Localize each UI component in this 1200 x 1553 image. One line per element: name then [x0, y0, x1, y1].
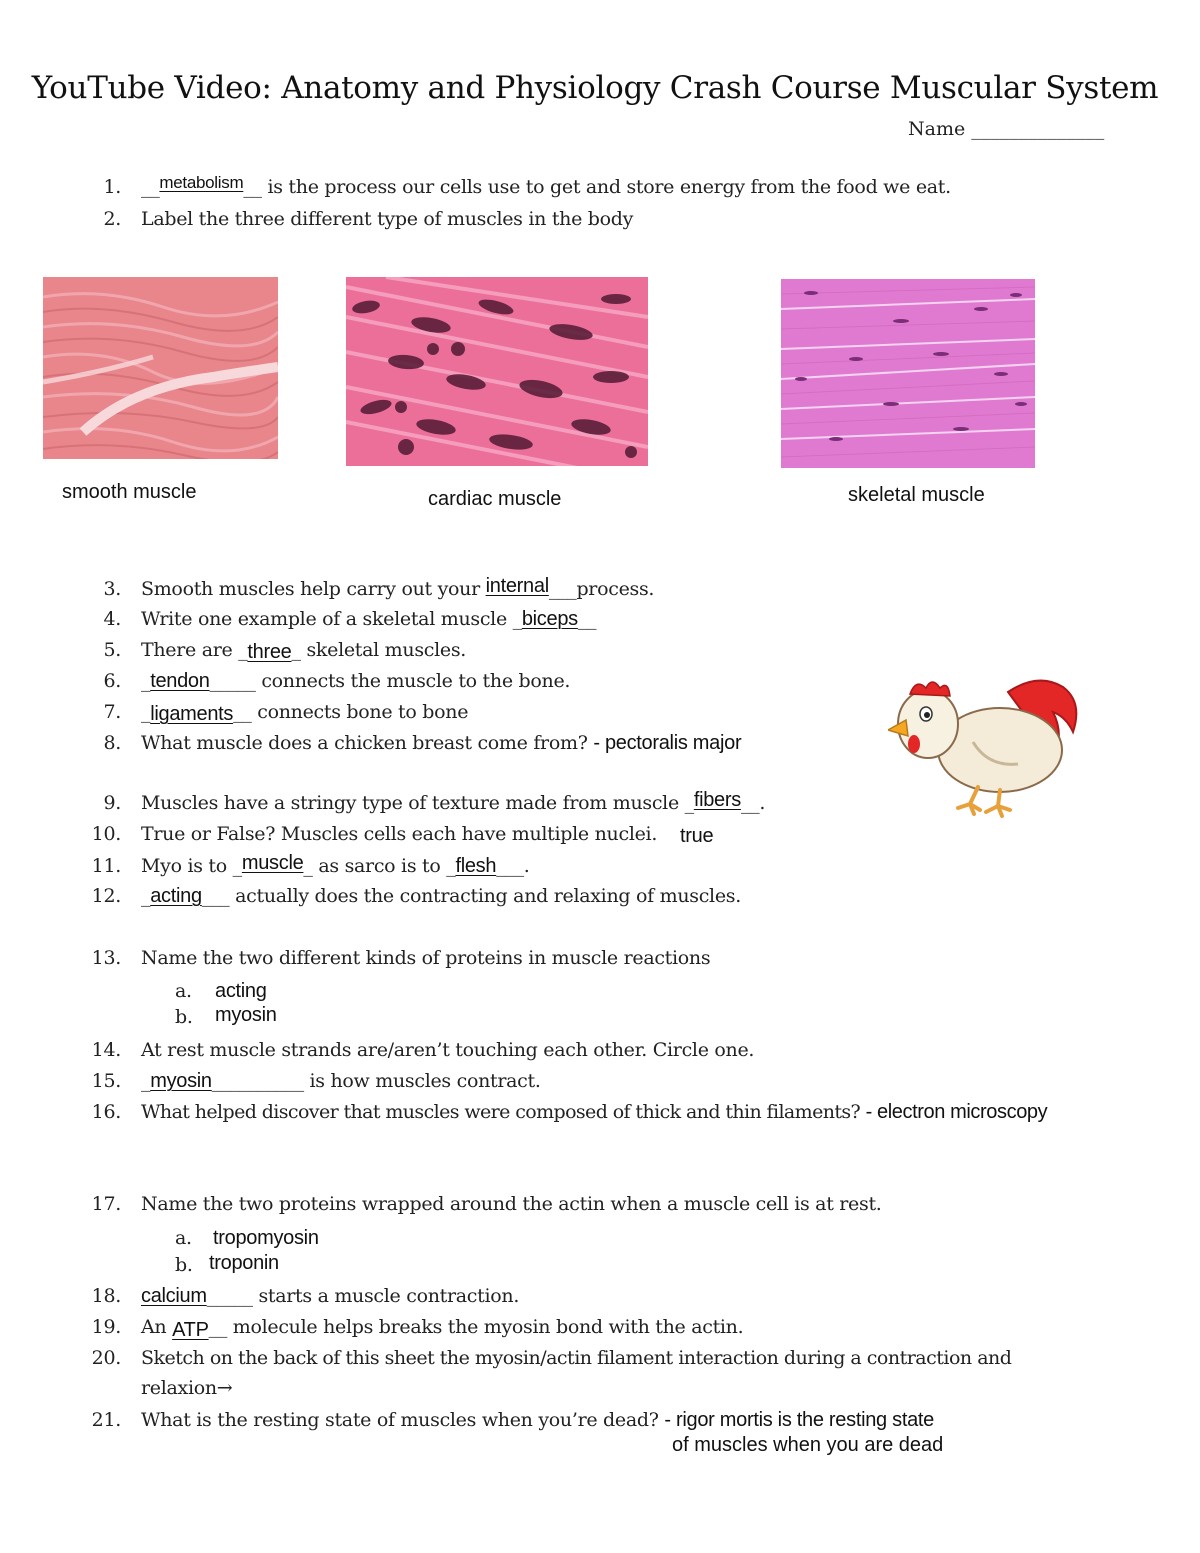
question-number: 11.	[91, 855, 121, 877]
question-number: 17.	[91, 1193, 121, 1215]
question-number: 7.	[103, 701, 121, 723]
answer-muscle[interactable]: muscle	[241, 852, 304, 874]
question-17	[0, 1193, 1000, 1221]
question-text: Myo is to _muscle_ as sarco is to _flesh___.	[141, 852, 530, 877]
answer-rigor-mortis-continued[interactable]: of muscles when you are dead	[672, 1434, 944, 1456]
question-text: Name the two proteins wrapped around the actin when a muscle cell is at rest.	[141, 1193, 882, 1215]
q17-item-b	[175, 1252, 279, 1276]
question-8	[0, 732, 900, 760]
question-11	[0, 852, 900, 883]
q13-item-b	[175, 1004, 277, 1028]
answer-acting-a[interactable]: acting	[215, 980, 267, 1002]
question-number: 15.	[91, 1070, 121, 1092]
question-1	[0, 173, 1200, 204]
question-number: 18.	[91, 1285, 121, 1307]
question-text: True or False? Muscles cells each have multiple nuclei.	[141, 823, 658, 845]
q17-item-a	[175, 1227, 319, 1249]
question-number: 16.	[91, 1101, 121, 1123]
q13-item-a	[175, 980, 267, 1002]
question-5	[0, 639, 900, 667]
question-21	[0, 1409, 1200, 1437]
question-9	[0, 789, 900, 820]
question-text: Write one example of a skeletal muscle _biceps__	[141, 608, 597, 630]
answer-calcium[interactable]: calcium	[141, 1285, 207, 1307]
caption-cardiac-muscle: cardiac muscle	[428, 488, 562, 510]
question-text: calcium_____ starts a muscle contraction.	[141, 1285, 520, 1307]
cardiac-muscle-image	[346, 277, 648, 466]
question-number: 4.	[103, 608, 121, 630]
question-number: 3.	[103, 578, 121, 600]
question-text: An ATP__ molecule helps breaks the myosin bond with the actin.	[141, 1316, 744, 1341]
answer-myosin-b[interactable]: myosin	[215, 1004, 277, 1026]
question-2	[0, 208, 1200, 236]
smooth-muscle-image	[43, 277, 278, 459]
question-text: _ligaments__ connects bone to bone	[141, 701, 469, 725]
question-20	[0, 1347, 1200, 1375]
answer-ligaments[interactable]: ligaments	[150, 703, 234, 725]
question-15	[0, 1070, 900, 1098]
question-text: _myosin__________ is how muscles contract.	[141, 1070, 541, 1092]
question-number: 6.	[103, 670, 121, 692]
question-3	[0, 575, 900, 606]
caption-skeletal-muscle: skeletal muscle	[848, 484, 985, 506]
question-4	[0, 608, 900, 636]
question-text: _acting___ actually does the contracting and relaxing of muscles.	[141, 885, 741, 907]
answer-acting[interactable]: acting	[150, 885, 202, 907]
answer-rigor-mortis[interactable]: - rigor mortis is the resting state	[664, 1409, 934, 1431]
question-text: What muscle does a chicken breast come from? - pectoralis major	[141, 732, 742, 754]
question-number: 12.	[91, 885, 121, 907]
page-title: YouTube Video: Anatomy and Physiology Crash Course Muscular System	[31, 70, 1159, 106]
answer-troponin[interactable]: troponin	[209, 1252, 279, 1274]
question-text: _tendon_____ connects the muscle to the bone.	[141, 670, 571, 692]
question-number: 8.	[103, 732, 121, 754]
chicken-illustration	[888, 672, 1083, 820]
question-14	[0, 1039, 900, 1067]
question-18	[0, 1285, 900, 1313]
item-label: b.	[175, 1006, 193, 1028]
question-number: 9.	[103, 792, 121, 814]
answer-internal[interactable]: internal	[485, 575, 549, 597]
question-number: 2.	[103, 208, 121, 230]
question-text: What is the resting state of muscles when you’re dead? - rigor mortis is the resting state	[141, 1409, 934, 1431]
question-20-continued: relaxion→	[141, 1377, 233, 1399]
item-label: a.	[175, 1227, 192, 1249]
question-number: 5.	[103, 639, 121, 661]
question-19	[0, 1316, 900, 1344]
question-text: Smooth muscles help carry out your internal___process.	[141, 575, 655, 600]
caption-smooth-muscle: smooth muscle	[62, 481, 197, 503]
question-text: Muscles have a stringy type of texture made from muscle _fibers__.	[141, 789, 766, 814]
name-field[interactable]: Name ______________	[908, 118, 1105, 140]
question-number: 20.	[91, 1347, 121, 1369]
question-6	[0, 670, 900, 698]
answer-three[interactable]: three	[247, 641, 292, 663]
answer-fibers[interactable]: fibers	[693, 789, 741, 811]
question-16	[0, 1101, 1200, 1129]
answer-tendon[interactable]: tendon	[150, 670, 210, 692]
item-label: b.	[175, 1254, 193, 1276]
answer-metabolism[interactable]: metabolism	[159, 173, 244, 192]
question-12	[0, 885, 900, 913]
question-text: __metabolism__ is the process our cells use to get and store energy from the food we eat.	[141, 173, 951, 198]
question-number: 10.	[91, 823, 121, 845]
answer-biceps[interactable]: biceps	[521, 608, 578, 630]
question-text: Label the three different type of muscles in the body	[141, 208, 634, 230]
question-number: 14.	[91, 1039, 121, 1061]
question-number: 21.	[91, 1409, 121, 1431]
answer-atp[interactable]: ATP	[172, 1319, 209, 1341]
answer-true[interactable]: true	[680, 825, 714, 847]
question-text: What helped discover that muscles were composed of thick and thin filaments? - electron microscopy	[141, 1101, 1048, 1123]
question-10	[0, 823, 900, 851]
question-number: 19.	[91, 1316, 121, 1338]
answer-tropomyosin[interactable]: tropomyosin	[213, 1227, 319, 1249]
skeletal-muscle-image	[781, 279, 1035, 468]
question-13	[0, 947, 900, 975]
question-7	[0, 701, 900, 729]
question-text: Sketch on the back of this sheet the myosin/actin filament interaction during a contraction and	[141, 1347, 1012, 1369]
question-text: There are _three_ skeletal muscles.	[141, 639, 467, 663]
question-text: Name the two different kinds of proteins in muscle reactions	[141, 947, 711, 969]
answer-pectoralis-major[interactable]: - pectoralis major	[593, 732, 742, 754]
question-number: 1.	[103, 176, 121, 198]
item-label: a.	[175, 980, 192, 1002]
question-number: 13.	[91, 947, 121, 969]
answer-flesh[interactable]: flesh	[455, 855, 497, 877]
question-text: At rest muscle strands are/aren’t touching each other. Circle one.	[141, 1039, 755, 1061]
answer-electron-microscopy[interactable]: - electron microscopy	[865, 1101, 1048, 1123]
answer-myosin[interactable]: myosin	[150, 1070, 212, 1092]
